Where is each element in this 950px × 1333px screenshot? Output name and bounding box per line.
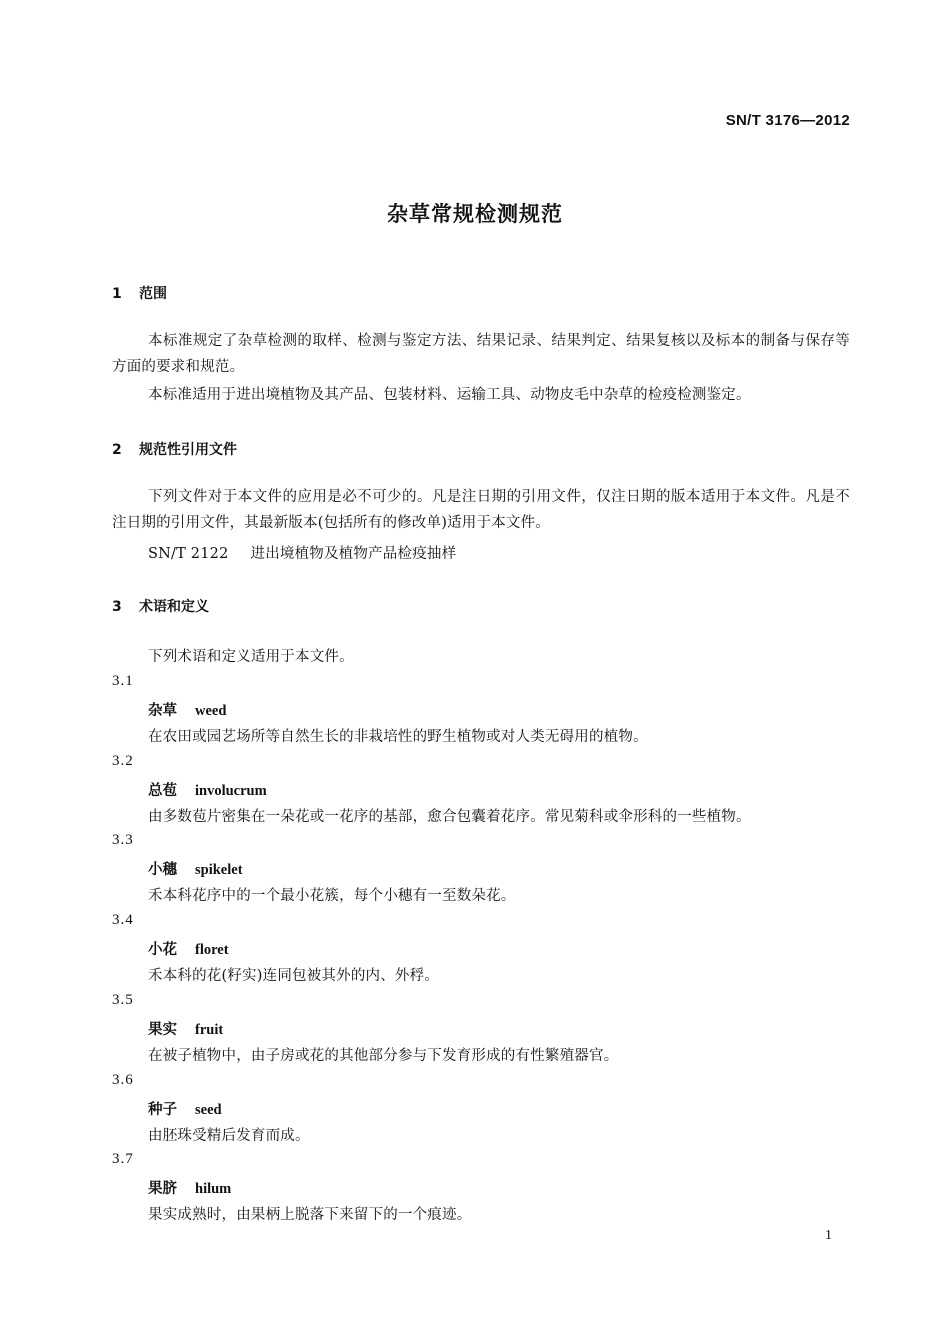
- term-chinese: 种子: [148, 1102, 177, 1118]
- section-1-paragraph-1: 本标准规定了杂草检测的取样、检测与鉴定方法、结果记录、结果判定、结果复核以及标本的制备与保存等方面的要求和规范。: [112, 333, 850, 375]
- term-english: fruit: [195, 1022, 224, 1038]
- section-number: 1: [112, 286, 122, 302]
- term-definition: 在农田或园艺场所等自然生长的非栽培性的野生植物或对人类无碍用的植物。: [148, 729, 648, 745]
- term-name: [148, 779, 267, 800]
- term-chinese: 果实: [148, 1022, 177, 1038]
- term-name: [148, 1177, 231, 1198]
- page-number: 1: [825, 1228, 832, 1243]
- term-chinese: 总苞: [148, 783, 177, 799]
- term-english: seed: [195, 1102, 222, 1118]
- section-title: 范围: [139, 286, 167, 302]
- reference-title: 进出境植物及植物产品检疫抽样: [250, 546, 457, 562]
- section-1-paragraph-2: 本标准适用于进出境植物及其产品、包装材料、运输工具、动物皮毛中杂草的检疫检测鉴定。: [148, 387, 751, 403]
- term-name: [148, 858, 243, 879]
- normative-reference: [148, 542, 456, 563]
- term-english: involucrum: [195, 783, 267, 799]
- term-name: [148, 699, 226, 720]
- section-1-heading: [112, 283, 167, 303]
- term-english: spikelet: [195, 862, 243, 878]
- term-number: 3.1: [112, 673, 134, 689]
- term-name: [148, 938, 229, 959]
- term-number: 3.7: [112, 1151, 134, 1167]
- document-title: 杂草常规检测规范: [387, 202, 563, 226]
- term-english: floret: [195, 942, 229, 958]
- term-definition: 禾本科花序中的一个最小花簇，每个小穗有一至数朵花。: [148, 888, 516, 904]
- term-chinese: 小穗: [148, 862, 177, 878]
- term-chinese: 果脐: [148, 1181, 177, 1197]
- term-definition: 由胚珠受精后发育而成。: [148, 1128, 310, 1144]
- term-number: 3.5: [112, 992, 134, 1008]
- section-3-heading: [112, 596, 209, 616]
- term-chinese: 小花: [148, 942, 177, 958]
- term-number: 3.6: [112, 1072, 134, 1088]
- standard-code: SN/T 3176—2012: [725, 112, 850, 129]
- term-number: 3.2: [112, 753, 134, 769]
- section-number: 2: [112, 442, 122, 458]
- section-2-heading: [112, 439, 237, 459]
- term-definition: 果实成熟时，由果柄上脱落下来留下的一个痕迹。: [148, 1207, 472, 1223]
- section-3-intro: 下列术语和定义适用于本文件。: [148, 649, 354, 665]
- term-number: 3.3: [112, 832, 134, 848]
- section-number: 3: [112, 599, 122, 615]
- term-name: [148, 1098, 222, 1119]
- term-definition: 由多数苞片密集在一朵花或一花序的基部，愈合包囊着花序。常见菊科或伞形科的一些植物。: [148, 809, 751, 825]
- section-title: 规范性引用文件: [139, 442, 237, 458]
- term-definition: 在被子植物中，由子房或花的其他部分参与下发育形成的有性繁殖器官。: [148, 1048, 619, 1064]
- term-chinese: 杂草: [148, 703, 177, 719]
- term-definition: 禾本科的花(籽实)连同包被其外的内、外稃。: [148, 968, 440, 984]
- term-english: weed: [195, 703, 227, 719]
- reference-code: SN/T 2122: [148, 546, 229, 562]
- section-title: 术语和定义: [139, 599, 209, 615]
- term-number: 3.4: [112, 912, 134, 928]
- term-english: hilum: [195, 1181, 232, 1197]
- section-2-paragraph-1: 下列文件对于本文件的应用是必不可少的。凡是注日期的引用文件，仅注日期的版本适用于本文件。凡是不注日期的引用文件，其最新版本(包括所有的修改单)适用于本文件。: [112, 489, 850, 531]
- term-name: [148, 1018, 223, 1039]
